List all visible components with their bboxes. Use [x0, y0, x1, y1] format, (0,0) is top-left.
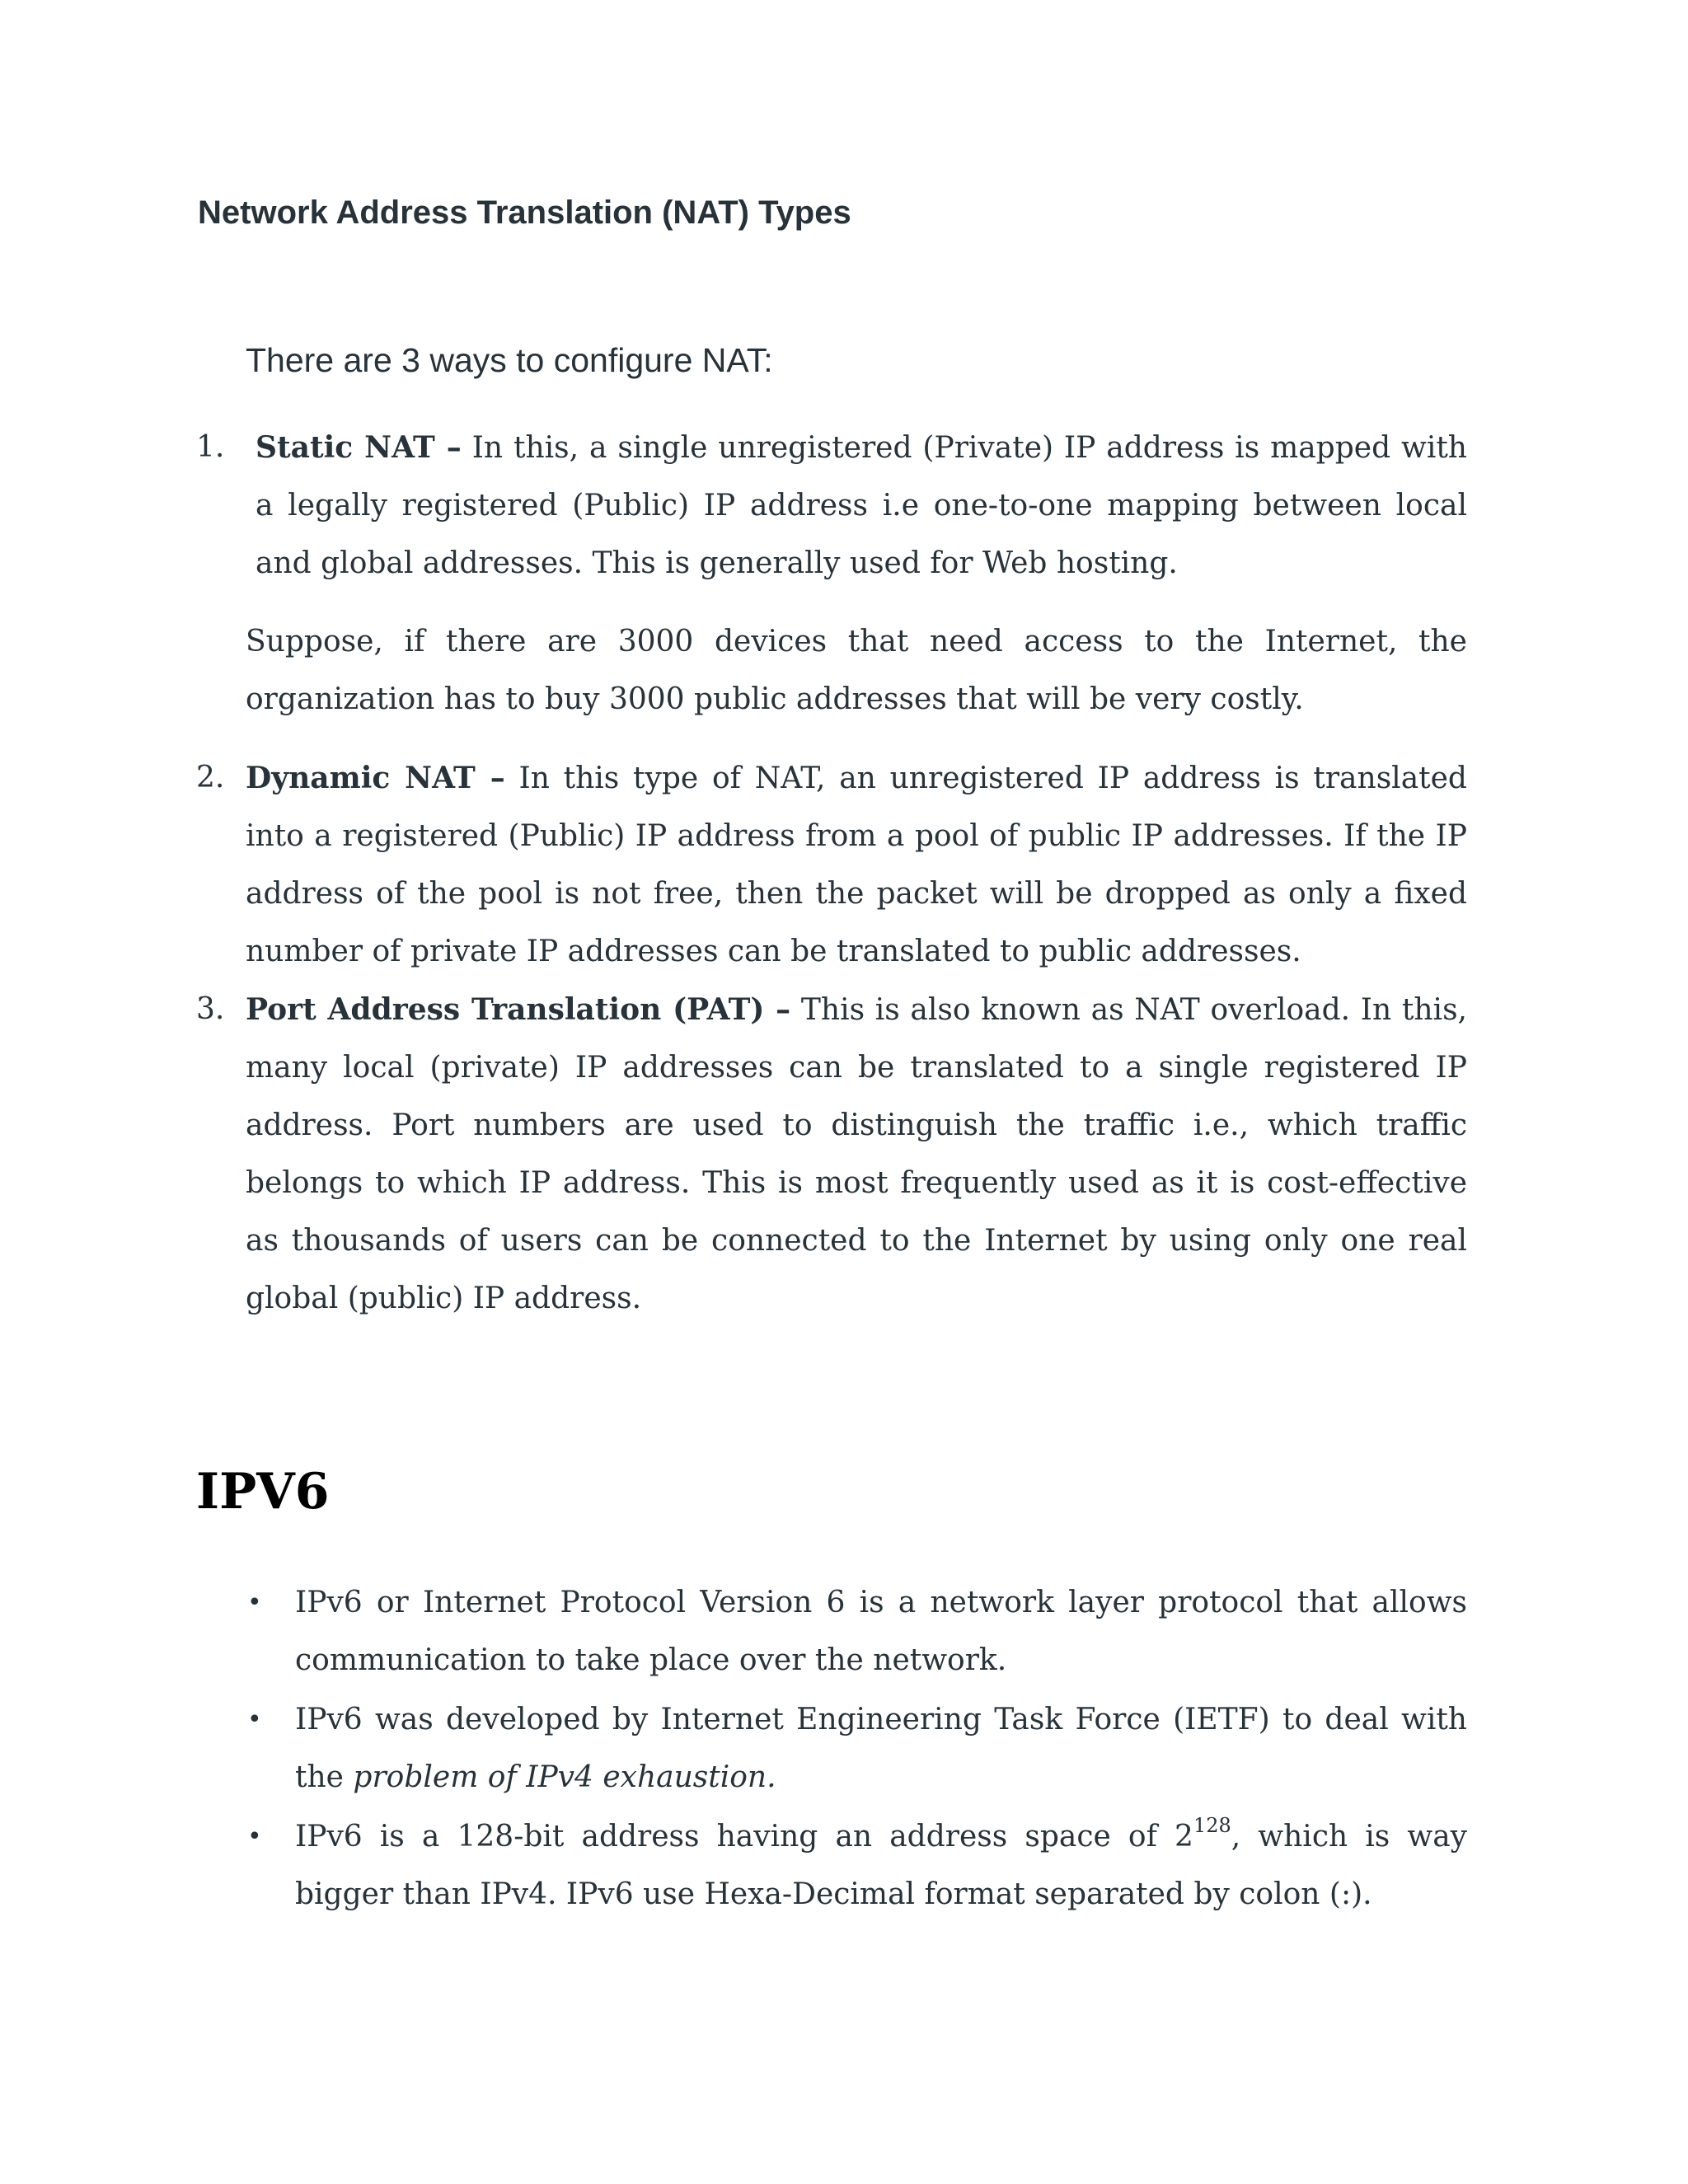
list-item-static-nat: [196, 419, 1467, 729]
nat-intro-text: There are 3 ways to configure NAT:: [246, 341, 773, 379]
ipv6-address-text-continued: , which is way bigger than IPv4. IPv6 use Hexa-Decimal format separated by colon (:).: [295, 1820, 1467, 1911]
pat-term: Port Address Translation (PAT) –: [246, 992, 791, 1027]
list-number: 2.: [196, 761, 225, 794]
pat-paragraph: [246, 981, 1467, 1328]
ipv6-ietf-text: IPv6 was developed by Internet Engineering Task Force (IETF) to deal with the: [295, 1703, 1467, 1794]
ipv6-section-title: IPV6: [196, 1463, 330, 1521]
static-nat-paragraph: [246, 419, 1467, 593]
bullet-icon: •: [247, 1705, 262, 1734]
list-item: [247, 1691, 1467, 1807]
list-number: 3.: [196, 992, 225, 1026]
list-item-pat: [196, 981, 1467, 1328]
exponent-superscript: 128: [1193, 1814, 1231, 1838]
ipv6-definition-text: IPv6 or Internet Protocol Version 6 is a network layer protocol that allows communication to take place over the network.: [295, 1586, 1467, 1677]
ipv6-address-text: IPv6 is a 128-bit address having an address space of 2: [295, 1820, 1193, 1854]
list-item: [247, 1574, 1467, 1690]
dynamic-nat-term: Dynamic NAT –: [246, 761, 505, 795]
nat-section-title: Network Address Translation (NAT) Types: [198, 194, 851, 231]
dynamic-nat-paragraph: [246, 749, 1467, 981]
static-nat-example: Suppose, if there are 3000 devices that need access to the Internet, the organization has to buy 3000 public addresses that will be very costly.: [246, 625, 1467, 716]
list-item-dynamic-nat: [196, 749, 1467, 981]
nat-types-list: [196, 419, 1467, 1328]
bullet-icon: •: [247, 1822, 262, 1851]
static-nat-term: Static NAT –: [256, 430, 462, 465]
list-number: 1.: [196, 430, 225, 464]
bullet-icon: •: [247, 1588, 262, 1617]
dynamic-nat-description: In this type of NAT, an unregistered IP address is translated into a registered (Public) IP address from a pool of public IP addresses. If the IP address of the pool is not free, then the packet will be dropped as only a fixed number of private IP addresses can be translated to public addresses.: [246, 762, 1467, 968]
pat-description: This is also known as NAT overload. In this, many local (private) IP addresses can be translated to a single registered IP address. Port numbers are used to distinguish the traffic i.e., which traffic belongs to which IP address. This is most frequently used as it is cost-effective as thousands of users can be connected to the Internet by using only one real global (public) IP address.: [246, 993, 1467, 1315]
ipv6-bullet-list: [247, 1574, 1467, 1925]
ipv6-emphasis-text: problem of IPv4 exhaustion.: [353, 1760, 776, 1794]
static-nat-description: In this, a single unregistered (Private) IP address is mapped with a legally registered (Public) IP address i.e one-to-one mapping between local and global addresses. This is generally used for Web hosting.: [256, 431, 1467, 580]
list-item: [247, 1808, 1467, 1924]
